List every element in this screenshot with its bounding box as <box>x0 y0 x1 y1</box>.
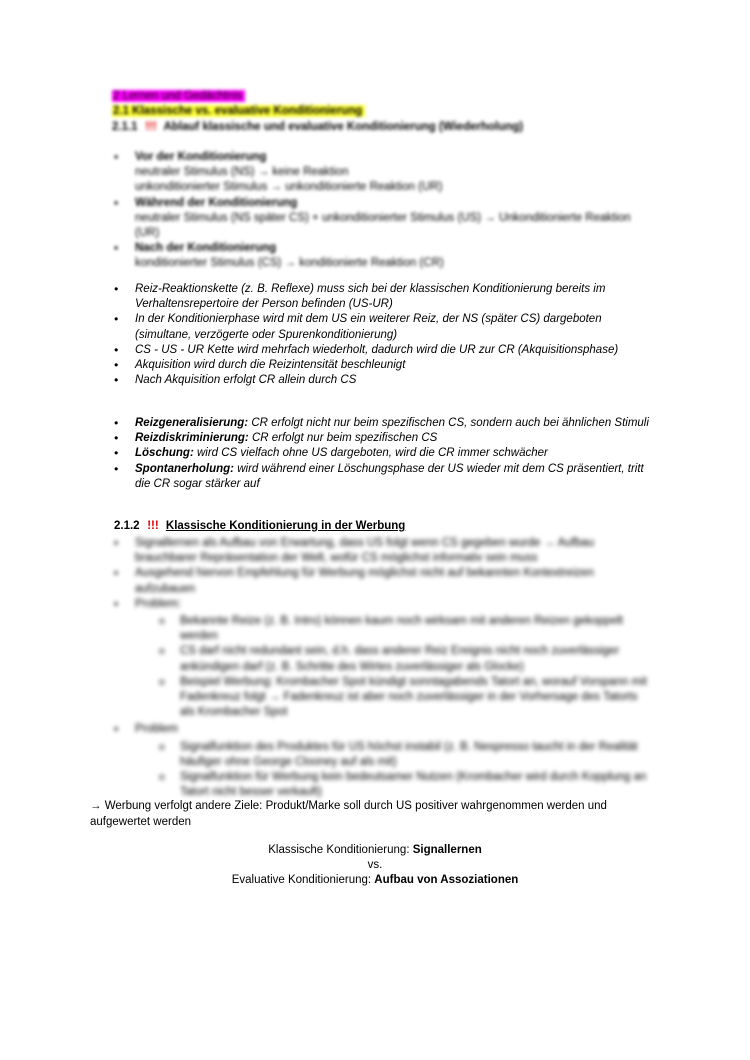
list-item: • Nach der Konditionierung konditionierter Stimulus (CS) → konditionierte Reaktion (CR) <box>114 241 654 271</box>
comparison-line-1: Klassische Konditionierung: Signallernen <box>268 844 482 856</box>
list-item: • Spontanerholung: wird während einer Löschungsphase der US wieder mit dem CS präsentiert, tritt die CR sogar stärker auf <box>114 462 654 492</box>
list-item: • Reizgeneralisierung: CR erfolgt nicht nur beim spezifischen CS, sondern auch bei ähnlichen Stimuli <box>114 416 654 431</box>
conclusion-paragraph: → Werbung verfolgt andere Ziele: Produkt/Marke soll durch US positiver wahrgenommen werden und aufgewertet werden <box>90 800 607 828</box>
subsection-heading: 2.1.1 !!! Ablauf klassische und evaluative Konditionierung (Wiederholung) <box>112 121 524 133</box>
list-item: • Während der Konditionierung neutraler Stimulus (NS später CS) + unkonditionierter Stimulus (US) → Unkonditionierte Reaktion (UR) <box>114 196 654 242</box>
list-item: • Ausgehend hiervon Empfehlung für Werbung möglichst nicht auf bekannten Kontextreizen aufzubauen <box>114 566 654 596</box>
terms-list <box>114 416 654 492</box>
list-item: • CS - US - UR Kette wird mehrfach wiederholt, dadurch wird die UR zur CR (Akquisitionsphase) <box>114 343 654 358</box>
problem-sublist <box>159 614 654 720</box>
list-item: • Reizdiskriminierung: CR erfolgt nur beim spezifischen CS <box>114 431 654 446</box>
section-heading: 2.1 Klassische vs. evaluative Konditionierung <box>112 104 365 118</box>
list-item: • Vor der Konditionierung neutraler Stimulus (NS) → keine Reaktion unkonditionierter Stimulus → unkonditionierte Reaktion (UR) <box>114 150 654 196</box>
list-item: • Akquisition wird durch die Reizintensität beschleunigt <box>114 358 654 373</box>
list-item: • Problem o Signalfunktion des Produktes für US höchst instabil (z. B. Nespresso taucht in der Realität häufiger ohne George Clooney auf als mit) o Signalfunktion für Werbung kein bedeutsamer Nutzen (Krombacher wird durch Kopplung an Tatort nicht besser verkauft) <box>114 722 654 800</box>
list-item: o Bekannte Reize (z. B. Intro) können kaum noch wirksam mit anderen Reizen gekoppelt werden <box>159 614 654 644</box>
list-item: o CS darf nicht redundant sein, d.h. dass anderer Reiz Ereignis nicht noch zuverlässiger ankündigen darf (z. B. Schritte des Wirtes zuverlässiger als Glocke) <box>159 644 654 674</box>
phases-list <box>114 150 654 272</box>
list-item: • Signallernen als Aufbau von Erwartung, dass US folgt wenn CS gegeben wurde → Aufbau brauchbarer Repräsentation der Welt, wofür CS möglichst informativ sein muss <box>114 536 654 566</box>
problem-sublist <box>159 740 654 801</box>
comparison-vs: vs. <box>367 859 383 871</box>
list-item: o Beispiel Werbung: Krombacher Spot kündigt sonntagabends Tatort an, worauf Vorspann mit Fadenkreuz folgt → Fadenkreuz ist aber noch zuverlässiger in der Vorhersage des Tatorts als Krombacher Spot <box>159 675 654 721</box>
list-item: • In der Konditionierphase wird mit dem US ein weiterer Reiz, der NS (später CS) dargeboten (simultane, verzögerte oder Spurenkonditionierung) <box>114 312 654 342</box>
werbung-list <box>114 536 654 802</box>
list-item: • Reiz-Reaktionskette (z. B. Reflexe) muss sich bei der klassischen Konditionierung bereits im Verhaltensrepertoire der Person befinden (US-UR) <box>114 282 654 312</box>
list-item: • Löschung: wird CS vielfach ohne US dargeboten, wird die CR immer schwächer <box>114 446 654 461</box>
werbung-heading: 2.1.2 !!! Klassische Konditionierung in der Werbung <box>114 520 406 532</box>
comparison-line-2: Evaluative Konditionierung: Aufbau von Assoziationen <box>231 874 519 886</box>
list-item: o Signalfunktion für Werbung kein bedeutsamer Nutzen (Krombacher wird durch Kopplung an Tatort nicht besser verkauft) <box>159 770 654 800</box>
list-item: • Nach Akquisition erfolgt CR allein durch CS <box>114 373 654 388</box>
list-item: o Signalfunktion des Produktes für US höchst instabil (z. B. Nespresso taucht in der Realität häufiger ohne George Clooney auf als mit) <box>159 740 654 770</box>
chapter-heading: 2 Lernen und Gedächtnis <box>112 89 245 103</box>
list-item: • Problem: o Bekannte Reize (z. B. Intro) können kaum noch wirksam mit anderen Reizen gekoppelt werden o CS darf nicht redundant sein, d.h. dass anderer Reiz Ereignis nicht noch zuverlässiger ankündigen darf (z. B. Schritte des Wirtes zuverlässiger als Glocke) o Beispiel Werbung: Krombacher Spot kündigt sonntagabends Tatort an, worauf Vorspann mit Fadenkreuz folgt → Fadenkreuz ist aber noch zuverlässiger in der Vorhersage des Tatorts als Krombacher Spot <box>114 597 654 721</box>
facts-list <box>114 282 654 388</box>
